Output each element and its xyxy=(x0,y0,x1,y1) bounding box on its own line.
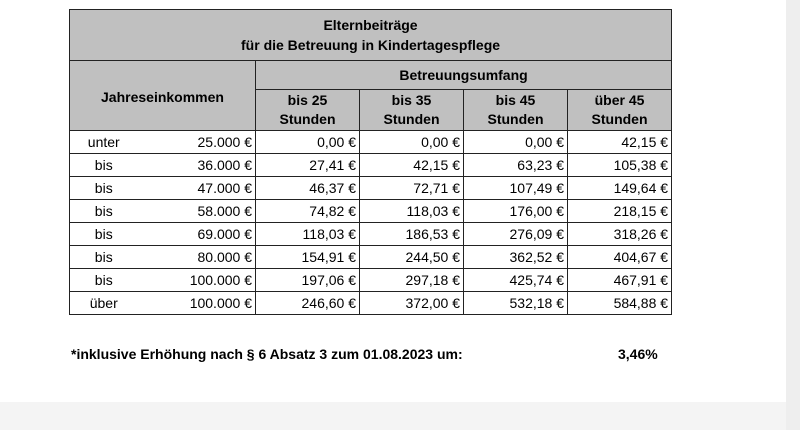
table-row xyxy=(70,154,672,177)
column-header-line: Stunden xyxy=(279,111,336,127)
fee-table xyxy=(69,9,672,315)
footnote-value: 3,46% xyxy=(618,346,658,362)
scope-header: Betreuungsumfang xyxy=(256,61,672,90)
table-row xyxy=(70,292,672,315)
table-row xyxy=(70,131,672,154)
income-prefix: bis xyxy=(70,177,138,200)
table-row xyxy=(70,246,672,269)
fee-cell: 244,50 € xyxy=(360,246,464,269)
column-header-line: Stunden xyxy=(591,111,648,127)
fee-cell: 107,49 € xyxy=(464,177,568,200)
fee-cell: 197,06 € xyxy=(256,269,360,292)
fee-cell: 176,00 € xyxy=(464,200,568,223)
page-edge-right xyxy=(786,0,800,430)
column-header-line: Stunden xyxy=(383,111,440,127)
table-title xyxy=(70,10,672,61)
income-amount: 80.000 € xyxy=(138,246,256,269)
fee-cell: 404,67 € xyxy=(568,246,672,269)
income-prefix: bis xyxy=(70,223,138,246)
fee-cell: 372,00 € xyxy=(360,292,464,315)
fee-cell: 42,15 € xyxy=(568,131,672,154)
income-header: Jahreseinkommen xyxy=(70,61,256,131)
fee-cell: 27,41 € xyxy=(256,154,360,177)
fee-cell: 118,03 € xyxy=(256,223,360,246)
income-amount: 100.000 € xyxy=(138,292,256,315)
fee-cell: 425,74 € xyxy=(464,269,568,292)
column-header-35 xyxy=(360,90,464,131)
fee-cell: 532,18 € xyxy=(464,292,568,315)
income-amount: 100.000 € xyxy=(138,269,256,292)
income-amount: 25.000 € xyxy=(138,131,256,154)
footnote: *inklusive Erhöhung nach § 6 Absatz 3 zum 01.08.2023 um: xyxy=(71,346,463,362)
fee-cell: 186,53 € xyxy=(360,223,464,246)
income-amount: 47.000 € xyxy=(138,177,256,200)
fee-cell: 362,52 € xyxy=(464,246,568,269)
fee-cell: 154,91 € xyxy=(256,246,360,269)
fee-cell: 42,15 € xyxy=(360,154,464,177)
income-prefix: bis xyxy=(70,200,138,223)
page-edge-bottom xyxy=(0,402,786,430)
income-prefix: unter xyxy=(70,131,138,154)
income-prefix: über xyxy=(70,292,138,315)
column-header-line: bis 45 xyxy=(495,92,536,108)
table-row xyxy=(70,200,672,223)
income-amount: 69.000 € xyxy=(138,223,256,246)
table-row xyxy=(70,223,672,246)
column-header-line: bis 25 xyxy=(287,92,328,108)
fee-cell: 0,00 € xyxy=(464,131,568,154)
table-row xyxy=(70,177,672,200)
fee-cell: 74,82 € xyxy=(256,200,360,223)
income-amount: 36.000 € xyxy=(138,154,256,177)
fee-cell: 72,71 € xyxy=(360,177,464,200)
title-line-1: Elternbeiträge xyxy=(323,17,418,33)
fee-cell: 0,00 € xyxy=(256,131,360,154)
table-row xyxy=(70,269,672,292)
column-header-45 xyxy=(464,90,568,131)
income-prefix: bis xyxy=(70,154,138,177)
column-header-25 xyxy=(256,90,360,131)
fee-cell: 63,23 € xyxy=(464,154,568,177)
column-header-over-45 xyxy=(568,90,672,131)
fee-cell: 467,91 € xyxy=(568,269,672,292)
fee-cell: 0,00 € xyxy=(360,131,464,154)
title-line-2: für die Betreuung in Kindertagespflege xyxy=(241,37,501,53)
fee-cell: 297,18 € xyxy=(360,269,464,292)
fee-cell: 46,37 € xyxy=(256,177,360,200)
income-prefix: bis xyxy=(70,269,138,292)
column-header-line: über 45 xyxy=(594,92,645,108)
column-header-line: Stunden xyxy=(487,111,544,127)
fee-cell: 246,60 € xyxy=(256,292,360,315)
income-prefix: bis xyxy=(70,246,138,269)
fee-cell: 318,26 € xyxy=(568,223,672,246)
fee-cell: 118,03 € xyxy=(360,200,464,223)
fee-cell: 218,15 € xyxy=(568,200,672,223)
fee-cell: 584,88 € xyxy=(568,292,672,315)
income-amount: 58.000 € xyxy=(138,200,256,223)
fee-cell: 149,64 € xyxy=(568,177,672,200)
fee-cell: 105,38 € xyxy=(568,154,672,177)
fee-cell: 276,09 € xyxy=(464,223,568,246)
column-header-line: bis 35 xyxy=(391,92,432,108)
